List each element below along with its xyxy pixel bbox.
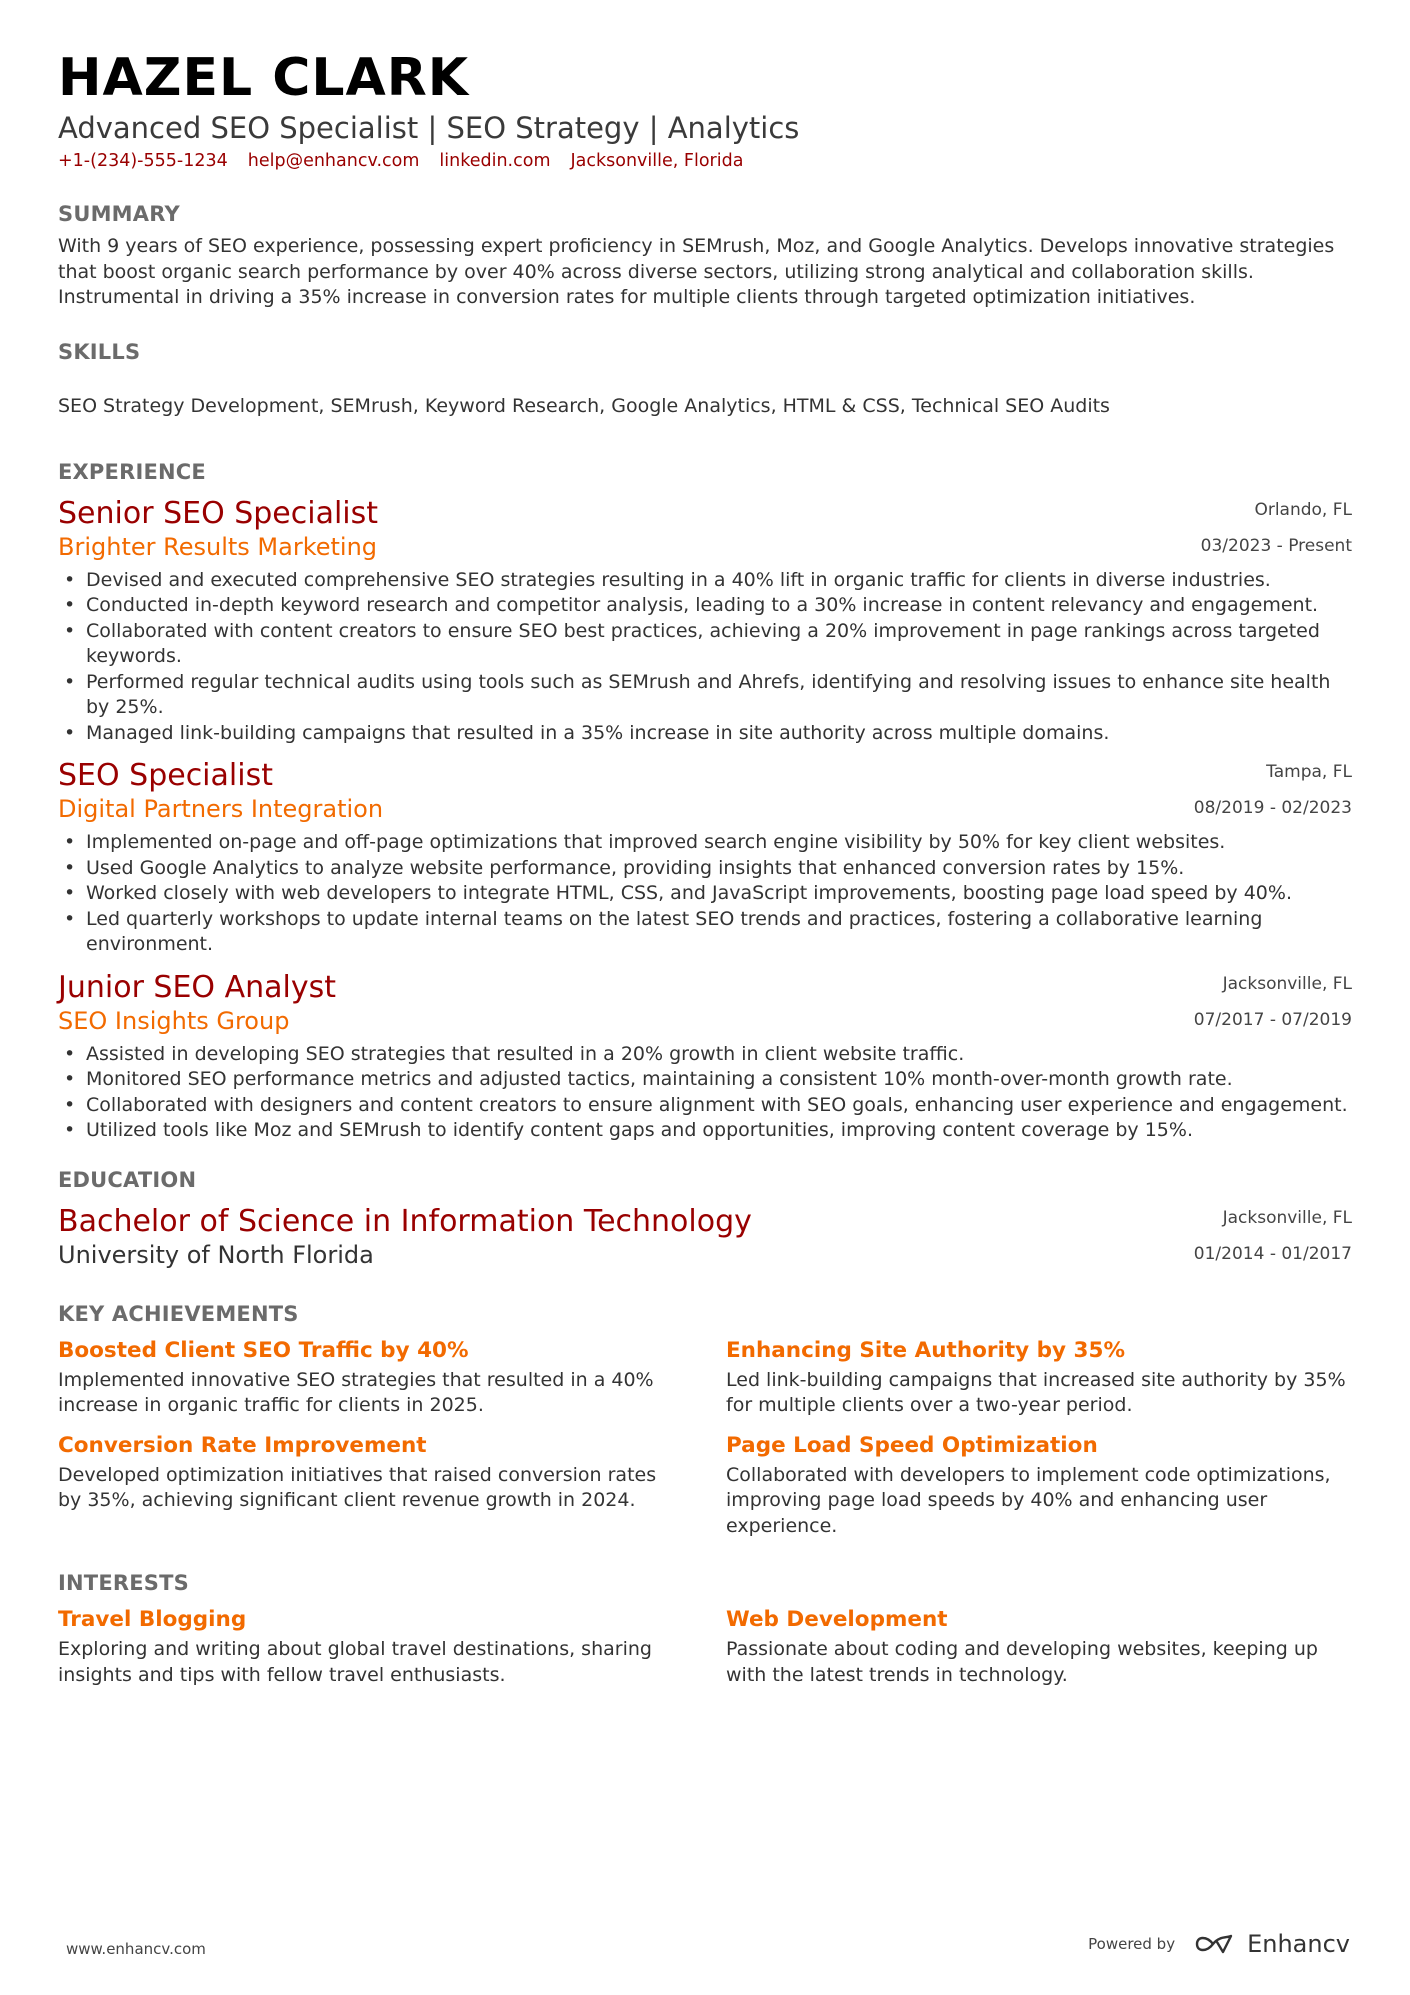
- job-bullet: • Conducted in-depth keyword research and competitor analysis, leading to a 30% increase in content relevancy and engagement.: [86, 593, 1352, 619]
- job-entry: [58, 970, 1352, 1144]
- candidate-headline: Advanced SEO Specialist | SEO Strategy | Analytics: [58, 111, 800, 145]
- enhancv-brand[interactable]: [1193, 1930, 1350, 1958]
- job-entry: [58, 758, 1352, 958]
- interests-grid: [58, 1605, 1352, 1688]
- candidate-name: HAZEL CLARK: [58, 48, 470, 108]
- job-bullet: • Led quarterly workshops to update internal teams on the latest SEO trends and practices, fostering a collaborative learning environment.: [86, 907, 1352, 958]
- job-bullet: • Collaborated with designers and content creators to ensure alignment with SEO goals, enhancing user experience and engagement.: [86, 1093, 1352, 1119]
- achievement-desc: Collaborated with developers to implement code optimizations, improving page load speeds by 40% and enhancing user experience.: [726, 1463, 1331, 1537]
- interest-title: Travel Blogging: [58, 1607, 247, 1632]
- summary-text: With 9 years of SEO experience, possessing expert proficiency in SEMrush, Moz, and Google Analytics. Develops innovative strategies that boost organic search performance by over 40% across diverse sectors, utilizing strong analytical and collaboration skills. Instrumental in driving a 35% increase in conversion rates for multiple clients through targeted optimization initiatives.: [58, 235, 1335, 308]
- job-dates: 07/2017 - 07/2019: [1193, 1009, 1352, 1030]
- job-location: Tampa, FL: [1266, 762, 1352, 782]
- job-bullets: [58, 1042, 1352, 1144]
- job-title: SEO Specialist: [58, 758, 273, 793]
- footer-website[interactable]: www.enhancv.com: [66, 1940, 206, 1958]
- achievement-title: Enhancing Site Authority by 35%: [726, 1337, 1126, 1363]
- interest-desc: Passionate about coding and developing websites, keeping up with the latest trends in technology.: [726, 1638, 1318, 1686]
- job-bullet: • Used Google Analytics to analyze website performance, providing insights that enhanced conversion rates by 15%.: [86, 856, 1352, 882]
- interest-card: [726, 1605, 1352, 1688]
- education-header: [58, 1204, 1352, 1270]
- interest-title: Web Development: [726, 1607, 948, 1632]
- achievement-desc: Led link-building campaigns that increased site authority by 35% for multiple clients over a two-year period.: [726, 1368, 1346, 1416]
- powered-by-label: Powered by: [1088, 1935, 1176, 1953]
- achievement-card: [58, 1431, 684, 1540]
- brand-name: Enhancv: [1247, 1930, 1350, 1958]
- job-bullet: • Assisted in developing SEO strategies that resulted in a 20% growth in client website traffic.: [86, 1042, 1352, 1068]
- job-bullets: [58, 830, 1352, 958]
- job-bullet: • Utilized tools like Moz and SEMrush to identify content gaps and opportunities, improving content coverage by 15%.: [86, 1118, 1352, 1144]
- achievement-title: Page Load Speed Optimization: [726, 1432, 1098, 1458]
- job-bullet: • Collaborated with content creators to ensure SEO best practices, achieving a 20% improvement in page rankings across targeted keywords.: [86, 619, 1352, 670]
- job-title: Junior SEO Analyst: [58, 969, 336, 1005]
- education-location: Jacksonville, FL: [1222, 1207, 1352, 1228]
- job-bullet: • Monitored SEO performance metrics and adjusted tactics, maintaining a consistent 10% month-over-month growth rate.: [86, 1067, 1352, 1093]
- contact-line: [58, 148, 1352, 174]
- job-bullet: • Devised and executed comprehensive SEO strategies resulting in a 40% lift in organic traffic for clients in diverse industries.: [86, 568, 1352, 594]
- achievement-card: [726, 1431, 1352, 1540]
- contact-phone[interactable]: +1-(234)-555-1234: [58, 151, 228, 171]
- job-location: Orlando, FL: [1254, 499, 1352, 520]
- job-title: Senior SEO Specialist: [58, 495, 379, 531]
- job-location: Jacksonville, FL: [1222, 973, 1352, 994]
- achievement-desc: Implemented innovative SEO strategies that resulted in a 40% increase in organic traffic for clients in 2025.: [58, 1368, 654, 1416]
- footer-branding: [1088, 1930, 1350, 1958]
- education-heading: EDUCATION: [58, 1167, 197, 1192]
- job-bullet: • Implemented on-page and off-page optimizations that improved search engine visibility by 50% for key client websites.: [86, 830, 1352, 856]
- job-bullets: [58, 568, 1352, 747]
- achievement-card: [58, 1336, 684, 1419]
- contact-email[interactable]: help@enhancv.com: [247, 151, 420, 171]
- job-header: [58, 970, 1352, 1036]
- achievement-title: Conversion Rate Improvement: [58, 1432, 427, 1458]
- summary-heading: SUMMARY: [58, 202, 180, 226]
- interest-card: [58, 1605, 684, 1688]
- job-dates: 08/2019 - 02/2023: [1193, 798, 1352, 818]
- job-company: Brighter Results Marketing: [58, 532, 378, 561]
- achievements-heading: KEY ACHIEVEMENTS: [58, 1301, 299, 1326]
- achievement-card: [726, 1336, 1352, 1419]
- contact-location: Jacksonville, Florida: [570, 151, 744, 171]
- enhancv-logo-icon: [1193, 1932, 1239, 1956]
- achievement-desc: Developed optimization initiatives that raised conversion rates by 35%, achieving significant client revenue growth in 2024.: [58, 1463, 657, 1511]
- interest-desc: Exploring and writing about global travel destinations, sharing insights and tips with fellow travel enthusiasts.: [58, 1638, 652, 1686]
- contact-linkedin[interactable]: linkedin.com: [439, 151, 551, 171]
- achievement-title: Boosted Client SEO Traffic by 40%: [58, 1337, 469, 1363]
- job-header: [58, 496, 1352, 562]
- achievements-grid: [58, 1336, 1352, 1540]
- job-entry: [58, 496, 1352, 747]
- resume-header: [58, 46, 1352, 174]
- education-dates: 01/2014 - 01/2017: [1193, 1243, 1352, 1264]
- education-school: University of North Florida: [58, 1240, 374, 1269]
- job-header: [58, 758, 1352, 824]
- interests-heading: INTERESTS: [58, 1571, 189, 1595]
- job-bullet: • Worked closely with web developers to integrate HTML, CSS, and JavaScript improvements, boosting page load speed by 40%.: [86, 881, 1352, 907]
- skills-heading: SKILLS: [58, 339, 141, 364]
- education-entry: [58, 1204, 1352, 1270]
- job-company: SEO Insights Group: [58, 1006, 290, 1035]
- skills-text: SEO Strategy Development, SEMrush, Keyword Research, Google Analytics, HTML & CSS, Technical SEO Audits: [58, 394, 1110, 417]
- job-company: Digital Partners Integration: [58, 795, 384, 823]
- job-bullet: • Managed link-building campaigns that resulted in a 35% increase in site authority across multiple domains.: [86, 721, 1352, 747]
- job-bullet: • Performed regular technical audits using tools such as SEMrush and Ahrefs, identifying and resolving issues to enhance site health by 25%.: [86, 670, 1352, 721]
- job-dates: 03/2023 - Present: [1200, 535, 1352, 556]
- education-degree: Bachelor of Science in Information Technology: [58, 1203, 752, 1239]
- experience-heading: EXPERIENCE: [58, 459, 206, 484]
